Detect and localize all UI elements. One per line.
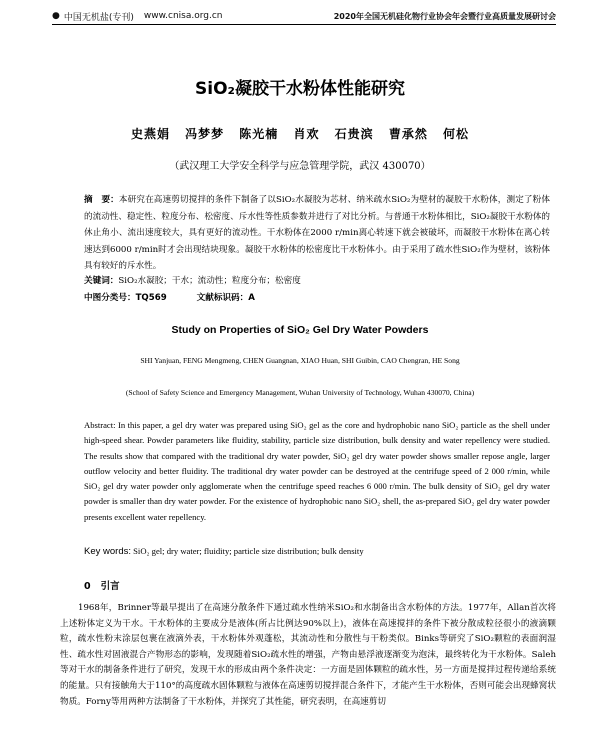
document-code: 文献标识码：A (196, 293, 255, 303)
affiliation: （武汉理工大学安全科学与应急管理学院，武汉 430070） (169, 161, 431, 172)
journal-url: www.cnisa.org.cn (143, 11, 223, 21)
keywords-cn-text: SiO₂水凝胶；干水；流动性；粒度分布；松密度 (118, 276, 301, 286)
header-left (52, 10, 223, 23)
abstract-en-text: In this paper, a gel dry water was prepared using SiO₂ gel as the core and hydrophobic nano SiO₂ particle as the shell under high-speed shear. Powder parameters like fluidity, stability, particle size distribution, bulk density and water repellency were studied. The results show that compared with the traditional dry water powder, SiO₂ gel dry water powder shows smaller repose angle, larger outflow velocity and better fluidity. The traditional dry water powder can be destroyed at the centrifuge speed of 2 000 r/min, while SiO₂ gel dry water powder only agglomerate when the centrifuge speed reaches 6 000 r/min. The bulk density of SiO₂ gel dry water powder is smaller than dry water powder. For the existence of hydrophobic nano SiO₂ shell, the as-prepared SiO₂ gel dry water powder presents excellent water repellency. (84, 420, 551, 522)
abstract-cn (84, 192, 550, 275)
author-list: 史燕娟 冯梦梦 陈光楠 肖欢 石贵滨 曹承然 何松 (130, 127, 470, 141)
abstract-cn-label: 摘 要： (84, 195, 119, 205)
bullet-icon: ● (52, 11, 60, 21)
english-title: Study on Properties of SiO₂ Gel Dry Water Powders (171, 324, 429, 336)
abstract-en-label: Abstract: (84, 420, 116, 430)
header-divider (52, 24, 556, 25)
keywords-en (84, 546, 550, 557)
journal-name: 中国无机盐(专刊) (63, 12, 134, 23)
english-affiliation: (School of Safety Science and Emergency Management, Wuhan University of Technology, Wuhan 430070, China) (125, 388, 475, 397)
paper-title: SiO₂凝胶干水粉体性能研究 (195, 79, 405, 99)
keywords-en-text: SiO₂ gel; dry water; fluidity; particle size distribution; bulk density (133, 546, 364, 556)
section-title: 引言 (100, 581, 120, 592)
keywords-cn (84, 274, 550, 289)
abstract-en (84, 418, 550, 525)
running-header (52, 8, 556, 24)
section-heading (84, 578, 120, 592)
classification-line (84, 291, 550, 306)
keywords-en-label: Key words: (84, 546, 131, 557)
body-paragraph: 1968年，Brinner等最早提出了在高速分散条件下通过疏水性纳米SiO₂和水制备出含水粉体的方法。1977年，Allan首次将上述粉体定义为干水。干水粉体的主要成分是液体(所占比例达90%以上)，液体在高速搅拌的条件下被分散成粒径很小的液滴颗粒，疏水性粉末涂层包裹在液滴外表，干水粉体外观蓬松，其流动性和分散性与干粉类似。Binks等研究了SiO₂颗粒的表面润湿性、疏水性对固液混合产物形态的影响，发现随着SiO₂疏水性的增强，产物由悬浮液逐渐变为泡沫，最终转化为干水粉体。Saleh等对干水的制备条件进行了研究，发现干水的形成由两个条件决定：一方面是固体颗粒的疏水性，另一方面是搅拌过程传递给系统的能量。只有接触角大于110°的高度疏水固体颗粒与液体在高速剪切搅拌混合条件下，才能产生干水粉体，否则可能会出现蜂窝状物质。Forny等用两种方法制备了干水粉体，并探究了其性能，研究表明，在高速剪切 (60, 603, 556, 707)
section-number: 0 (84, 581, 91, 592)
abstract-cn-text: 本研究在高速剪切搅拌的条件下制备了以SiO₂水凝胶为芯材、纳米疏水SiO₂为壁材的凝胶干水粉体，测定了粉体的流动性、稳定性、粒度分布、松密度、斥水性等性质参数并进行了对比分析。与普通干水粉体相比，SiO₂凝胶干水粉体的休止角小、流出速度较大，具有更好的流动性。干水粉体在2000 r/min离心转速下就会被破坏，而凝胶干水粉体在离心转速达到6000 r/min时才会出现结块现象。凝胶干水粉体的松密度比干水粉体小。由于采用了疏水性SiO₂作为壁材，该粉体具有较好的斥水性。 (84, 195, 551, 271)
keywords-cn-label: 关键词： (84, 276, 119, 286)
english-authors: SHI Yanjuan, FENG Mengmeng, CHEN Guangnan, XIAO Huan, SHI Guibin, CAO Chengran, HE Song (140, 356, 460, 365)
clc-number: 中图分类号：TQ569 (84, 293, 167, 303)
conference-name: 2020年全国无机硅化物行业协会年会暨行业高质量发展研讨会 (333, 11, 556, 21)
